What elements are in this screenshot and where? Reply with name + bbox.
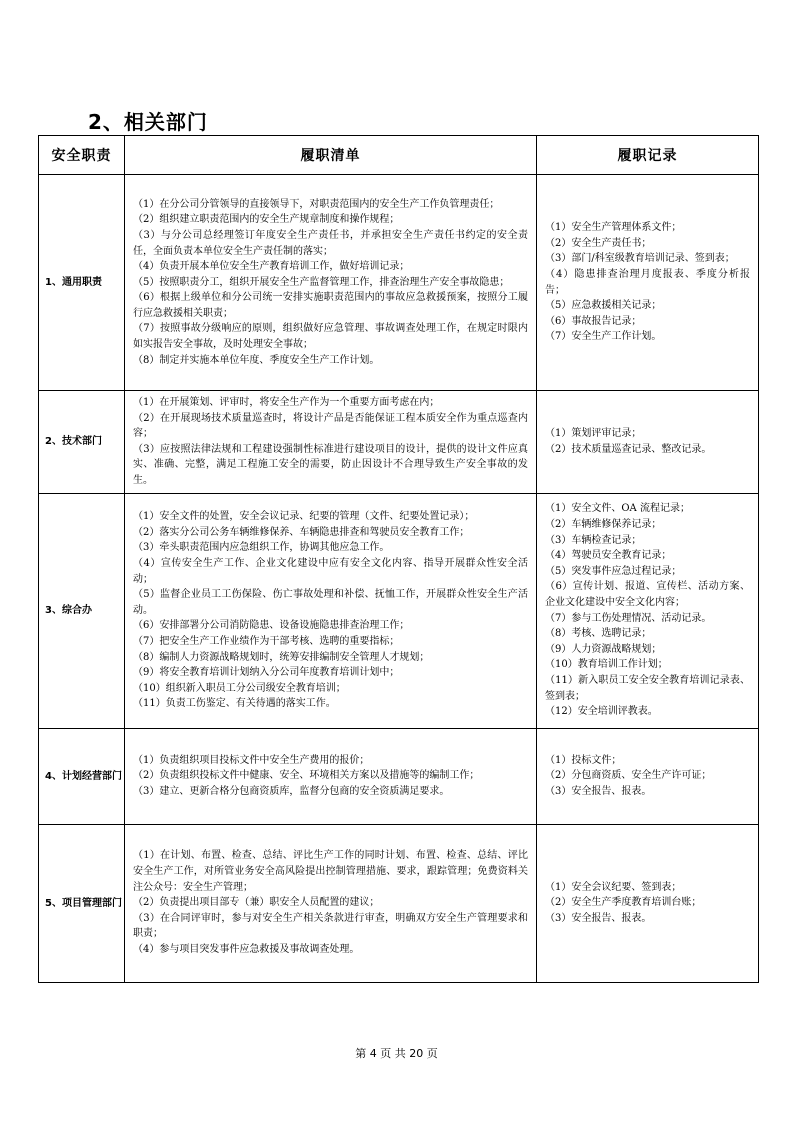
- duty-records-cell: [537, 824, 759, 982]
- record-item: （3）安全报告、报表。: [545, 785, 652, 797]
- record-item: （1）安全生产管理体系文件；: [545, 222, 682, 234]
- table-row: [39, 391, 759, 494]
- duty-item: （1）在开展策划、评审时，将安全生产作为一个重要方面考虑在内；: [133, 397, 440, 408]
- duty-item: （4）负责开展本单位安全生产教育培训工作，做好培训记录；: [133, 261, 410, 273]
- record-item: （3）安全报告、报表。: [545, 912, 652, 924]
- duty-item: （9）将安全教育培训计划纳入分公司年度教育培训计划中；: [133, 667, 400, 679]
- duty-records-cell: [537, 493, 759, 728]
- duty-list-cell: [125, 175, 537, 391]
- record-item: （1）策划评审记录；: [545, 428, 642, 440]
- table-row: [39, 175, 759, 391]
- duty-item: （1）安全文件的处置，安全会议记录、纪要的管理（文件、纪要处置记录）；: [133, 511, 475, 523]
- duty-item: （11）负责工伤鉴定、有关待遇的落实工作。: [133, 698, 336, 710]
- page-footer: 第 4 页 共 20 页: [355, 1047, 438, 1060]
- duty-list-cell: [125, 493, 537, 728]
- record-item: （2）技术质量巡查记录、整改记录。: [545, 443, 712, 455]
- duty-item: （3）在合同评审时，参与对安全生产相关条款进行审查，明确双方安全生产管理要求和职责；: [133, 912, 528, 940]
- duty-item: （5）按照职责分工，组织开展安全生产监督管理工作，排查治理生产安全事故隐患；: [133, 276, 510, 288]
- record-item: （2）分包商资质、安全生产许可证；: [545, 770, 712, 782]
- duty-item: （6）安排部署分公司消防隐患、设备设施隐患排查治理工作；: [133, 620, 410, 632]
- duty-item: （3）牵头职责范围内应急组织工作，协调其他应急工作。: [133, 542, 390, 554]
- record-item: （1）投标文件；: [545, 754, 622, 766]
- header-duty-records: 履职记录: [537, 136, 759, 175]
- duty-list-cell: [125, 728, 537, 824]
- duty-item: （7）把安全生产工作业绩作为干部考核、选聘的重要指标；: [133, 635, 400, 647]
- record-item: （6）事故报告记录；: [545, 315, 642, 327]
- header-responsibility: 安全职责: [39, 136, 125, 175]
- duty-list-cell: [125, 391, 537, 494]
- record-item: （12）安全培训评教表。: [545, 706, 658, 718]
- record-item: （1）安全会议纪要、签到表；: [545, 881, 682, 893]
- table-row: [39, 728, 759, 824]
- record-item: （7）安全生产工作计划。: [545, 331, 662, 343]
- record-item: （7）参与工伤处理情况、活动记录。: [545, 612, 712, 624]
- duty-records-cell: [537, 175, 759, 391]
- duty-item: （2）落实分公司公务车辆维修保养、车辆隐患排查和驾驶员安全教育工作；: [133, 526, 470, 538]
- duty-item: （2）组织建立职责范围内的安全生产规章制度和操作规程；: [133, 214, 400, 226]
- record-item: （4）驾驶员安全教育记录；: [545, 550, 672, 562]
- record-item: （11）新入职员工安全安全教育培训记录表、签到表；: [545, 674, 750, 702]
- record-item: （4）隐患排查治理月度报表、季度分析报告；: [545, 268, 750, 296]
- record-item: （6）宣传计划、报道、宣传栏、活动方案、企业文化建设中安全文化内容；: [545, 581, 750, 608]
- record-item: （2）车辆维修保养记录；: [545, 519, 662, 530]
- record-item: （8）考核、选聘记录；: [545, 628, 652, 640]
- table-row: [39, 824, 759, 982]
- record-item: （10）教育培训工作计划；: [545, 659, 668, 671]
- header-duty-list: 履职清单: [125, 136, 537, 175]
- record-item: （5）突发事件应急过程记录；: [545, 565, 682, 577]
- department-cell: 4、计划经营部门: [39, 728, 125, 824]
- duty-item: （3）应按照法律法规和工程建设强制性标准进行建设项目的设计，提供的设计文件应真实、准确、完整，满足工程施工安全的需要，防止因设计不合理导致生产安全事故的发生。: [133, 443, 528, 486]
- duty-item: （3）建立、更新合格分包商资质库，监督分包商的安全资质满足要求。: [133, 785, 450, 797]
- duty-item: （10）组织新入职员工分公司级安全教育培训；: [133, 682, 346, 694]
- duty-item: （1）在计划、布置、检查、总结、评比生产工作的同时计划、布置、检查、总结、评比安全生产工作，对所管业务安全高风险提出控制管理措施、要求，跟踪管理；免费资料关注公众号：安全生产管理；: [133, 850, 528, 893]
- section-heading: 2、相关部门: [88, 110, 208, 134]
- department-cell: 1、通用职责: [39, 175, 125, 391]
- duty-item: （8）编制人力资源战略规划时，统筹安排编制安全管理人才规划；: [133, 651, 430, 663]
- record-item: （1）安全文件、OA 流程记录；: [545, 503, 690, 515]
- record-item: （2）安全生产季度教育培训台账；: [545, 897, 702, 909]
- duty-item: （2）在开展现场技术质量巡查时，将设计产品是否能保证工程本质安全作为重点巡查内容；: [133, 412, 528, 440]
- duty-list-cell: [125, 824, 537, 982]
- table-header-row: [39, 136, 759, 175]
- department-cell: 5、项目管理部门: [39, 824, 125, 982]
- duty-item: （1）在分公司分管领导的直接领导下，对职责范围内的安全生产工作负管理责任；: [133, 198, 500, 210]
- duty-records-cell: [537, 728, 759, 824]
- duty-item: （2）负责组织投标文件中健康、安全、环境相关方案以及措施等的编制工作；: [133, 770, 480, 782]
- duty-item: （8）制定并实施本单位年度、季度安全生产工作计划。: [133, 354, 380, 366]
- responsibility-table: [38, 135, 759, 983]
- duty-item: （3）与分公司总经理签订年度安全生产责任书，并承担安全生产责任书约定的安全责任，全面负责本单位安全生产责任制的落实；: [133, 229, 528, 257]
- record-item: （2）安全生产责任书；: [545, 237, 652, 249]
- record-item: （9）人力资源战略规划；: [545, 643, 662, 655]
- record-item: （5）应急救援相关记录；: [545, 300, 662, 312]
- duty-item: （1）负责组织项目投标文件中安全生产费用的报价；: [133, 754, 370, 766]
- table-row: [39, 493, 759, 728]
- duty-records-cell: [537, 391, 759, 494]
- record-item: （3）部门/科室级教育培训记录、签到表；: [545, 253, 735, 265]
- duty-item: （5）监督企业员工工伤保险、伤亡事故处理和补偿、抚恤工作，开展群众性安全生产活动。: [133, 589, 528, 616]
- department-cell: 3、综合办: [39, 493, 125, 728]
- duty-item: （6）根据上级单位和分公司统一安排实施职责范围内的事故应急救援预案，按照分工履行应急救援相关职责；: [133, 292, 528, 319]
- duty-item: （4）宣传安全生产工作、企业文化建设中应有安全文化内容、指导开展群众性安全活动；: [133, 557, 528, 585]
- duty-item: （4）参与项目突发事件应急救援及事故调查处理。: [133, 944, 360, 956]
- duty-item: （7）按照事故分级响应的原则，组织做好应急管理、事故调查处理工作，在规定时限内如实报告安全事故，及时处理安全事故；: [133, 323, 528, 351]
- department-cell: 2、技术部门: [39, 391, 125, 494]
- duty-item: （2）负责提出项目部专（兼）职安全人员配置的建议；: [133, 897, 380, 909]
- record-item: （3）车辆检查记录；: [545, 534, 642, 546]
